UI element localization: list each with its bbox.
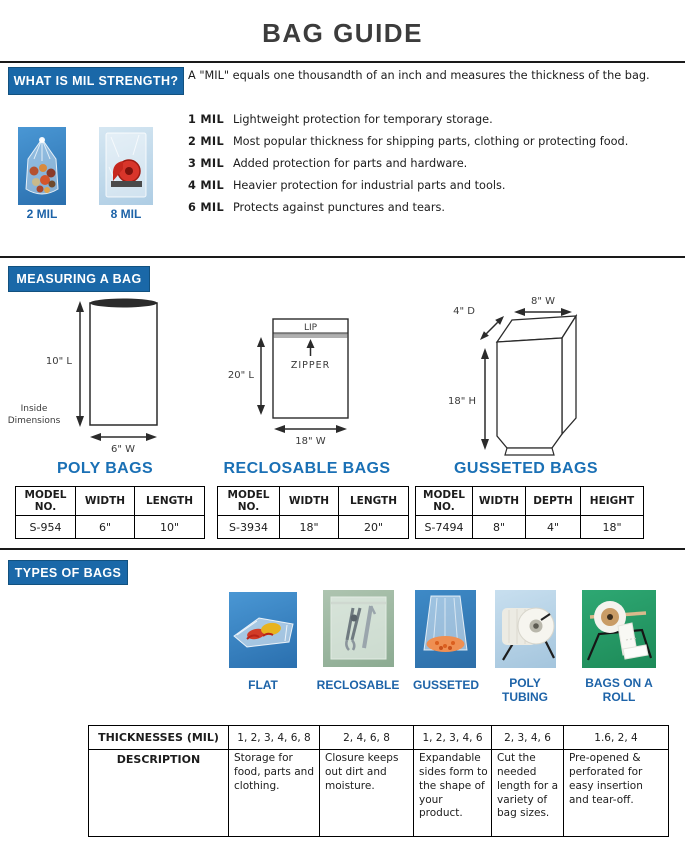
bags-on-a-roll-illustration — [582, 590, 656, 668]
table-cell: 18" — [280, 516, 339, 539]
mil-item — [188, 201, 445, 214]
table-cell: Expandable sides form to the shape of your product. — [414, 750, 492, 837]
divider — [0, 548, 685, 550]
page-title: BAG GUIDE — [262, 18, 423, 48]
two-mil-bag-photo — [18, 127, 66, 205]
mil-description: Protects against punctures and tears. — [232, 201, 445, 214]
poly-tubing-illustration — [495, 590, 556, 668]
table-cell: 2, 3, 4, 6 — [492, 726, 564, 750]
gusseted-height-dim: 18" H — [447, 396, 476, 407]
table-row — [218, 516, 409, 539]
zipper-band — [274, 334, 348, 338]
mil-intro-text: A "MIL" equals one thousandth of an inch and measures the thickness of the bag. — [188, 69, 650, 82]
mil-item — [188, 157, 467, 170]
flat-label: FLAT — [248, 678, 278, 692]
arrow-up-icon — [481, 348, 489, 359]
table-cell: S-7494 — [416, 516, 473, 539]
poly-length-dim: 10" L — [45, 356, 72, 367]
table-row — [416, 516, 644, 539]
column-header: WIDTH — [76, 487, 135, 516]
table-header-row — [416, 487, 644, 516]
description-row — [89, 750, 669, 837]
table-cell: Closure keeps out dirt and moisture. — [320, 750, 414, 837]
reclosable-bags-title: RECLOSABLE BAGS — [223, 460, 391, 477]
mil-description: Most popular thickness for shipping parts, clothing or protecting food. — [232, 135, 629, 148]
banner-label: WHAT IS MIL STRENGTH? — [13, 74, 179, 88]
arrow-right-icon — [146, 433, 157, 441]
table-header-row — [16, 487, 205, 516]
lip-label: LIP — [303, 323, 318, 333]
divider — [0, 256, 685, 258]
section-banner-mil-strength — [8, 67, 184, 95]
arrow-left-icon — [90, 433, 101, 441]
mil-strength: 4 MIL — [188, 179, 224, 192]
mil-strength: 6 MIL — [188, 201, 224, 214]
bag-front-panel — [497, 338, 562, 448]
mil-description: Lightweight protection for temporary storage. — [232, 113, 493, 126]
poly-width-dim: 6" W — [110, 444, 136, 455]
table-cell: Cut the needed length for a variety of bag sizes. — [492, 750, 564, 837]
arrow-down-icon — [76, 416, 84, 427]
arrow-right-icon — [561, 308, 572, 316]
table-cell: 10" — [135, 516, 205, 539]
arrow-up-icon — [76, 301, 84, 312]
poly-tubing-label: POLY TUBING — [502, 676, 548, 705]
column-header: HEIGHT — [581, 487, 644, 516]
eight-mil-bag-photo — [99, 127, 153, 205]
thicknesses-row — [89, 726, 669, 750]
bag-side-panel — [562, 316, 576, 434]
banner-label: TYPES OF BAGS — [14, 565, 122, 580]
table-cell: 18" — [581, 516, 644, 539]
flat-bag-illustration — [229, 592, 297, 668]
column-header: MODEL NO. — [16, 487, 76, 516]
types-spec-table — [88, 725, 669, 837]
reclosable-bags-table — [217, 486, 409, 539]
reclosable-width-dim: 18" W — [295, 436, 326, 447]
bag-opening — [90, 299, 157, 308]
table-row — [16, 516, 205, 539]
table-cell: 4" — [526, 516, 581, 539]
arrow-up-icon — [257, 337, 265, 347]
flat-bag-photo — [229, 592, 297, 668]
column-header: LENGTH — [339, 487, 409, 516]
column-header: LENGTH — [135, 487, 205, 516]
bags-on-a-roll-photo — [582, 590, 656, 668]
zipper-label: ZIPPER — [290, 360, 331, 371]
table-cell: 6" — [76, 516, 135, 539]
gusseted-width-dim: 8" W — [530, 296, 556, 307]
table-cell: Storage for food, parts and clothing. — [229, 750, 320, 837]
gusseted-depth-dim: 4" D — [453, 306, 475, 317]
two-mil-label: 2 MIL — [26, 207, 58, 221]
arrow-down-icon — [257, 405, 265, 415]
gusseted-bags-title: GUSSETED BAGS — [454, 460, 598, 477]
column-header: WIDTH — [473, 487, 526, 516]
poly-bags-title: POLY BAGS — [56, 460, 154, 477]
reclosable-bag-diagram — [228, 310, 368, 450]
reclosable-label: RECLOSABLE — [316, 678, 400, 692]
bag-with-tool-illustration — [99, 127, 153, 205]
inside-note-line2: Dimensions — [8, 416, 61, 426]
mil-item — [188, 179, 505, 192]
table-cell: 8" — [473, 516, 526, 539]
gusseted-label: GUSSETED — [412, 678, 479, 692]
arrow-left-icon — [274, 425, 285, 433]
table-cell: 2, 4, 6, 8 — [320, 726, 414, 750]
bag-with-parts-illustration — [18, 127, 66, 205]
reclosable-bag-photo — [323, 590, 394, 667]
column-header: WIDTH — [280, 487, 339, 516]
table-cell: 1.6, 2, 4 — [564, 726, 669, 750]
reclosable-bag-illustration — [323, 590, 394, 667]
gusseted-bag-diagram — [428, 288, 643, 456]
column-header: DEPTH — [526, 487, 581, 516]
arrow-left-icon — [514, 308, 525, 316]
table-header-row — [218, 487, 409, 516]
mil-strength: 3 MIL — [188, 157, 224, 170]
table-cell: 1, 2, 3, 4, 6, 8 — [229, 726, 320, 750]
mil-item — [188, 113, 493, 126]
poly-tubing-photo — [495, 590, 556, 668]
row-header-description: DESCRIPTION — [89, 750, 229, 837]
row-header-thicknesses: THICKNESSES (MIL) — [89, 726, 229, 750]
table-cell: 20" — [339, 516, 409, 539]
poly-bag-outline — [90, 303, 157, 425]
gusseted-bags-table — [415, 486, 644, 539]
column-header: MODEL NO. — [218, 487, 280, 516]
mil-description: Heavier protection for industrial parts and tools. — [232, 179, 506, 192]
mil-item — [188, 135, 628, 148]
banner-label: MEASURING A BAG — [16, 272, 142, 286]
mil-strength: 2 MIL — [188, 135, 224, 148]
inside-note-line1: Inside — [20, 404, 48, 414]
poly-bags-table — [15, 486, 205, 539]
eight-mil-label: 8 MIL — [110, 207, 142, 221]
column-header: MODEL NO. — [416, 487, 473, 516]
depth-arrow — [486, 322, 497, 333]
arrow-down-icon — [481, 439, 489, 450]
gusseted-bag-photo — [415, 590, 476, 668]
bags-on-a-roll-label: BAGS ON A ROLL — [585, 676, 653, 705]
arrow-right-icon — [336, 425, 347, 433]
section-banner-measuring — [8, 266, 150, 292]
section-banner-types — [8, 560, 128, 585]
table-cell: 1, 2, 3, 4, 6 — [414, 726, 492, 750]
table-cell: S-3934 — [218, 516, 280, 539]
gusseted-bag-illustration — [415, 590, 476, 668]
divider — [0, 61, 685, 63]
table-cell: S-954 — [16, 516, 76, 539]
mil-description: Added protection for parts and hardware. — [232, 157, 468, 170]
poly-bag-diagram — [8, 293, 208, 456]
mil-strength: 1 MIL — [188, 113, 224, 126]
bag-bottom — [505, 448, 554, 455]
reclosable-length-dim: 20" L — [228, 370, 254, 381]
table-cell: Pre-opened & perforated for easy insertion and tear-off. — [564, 750, 669, 837]
